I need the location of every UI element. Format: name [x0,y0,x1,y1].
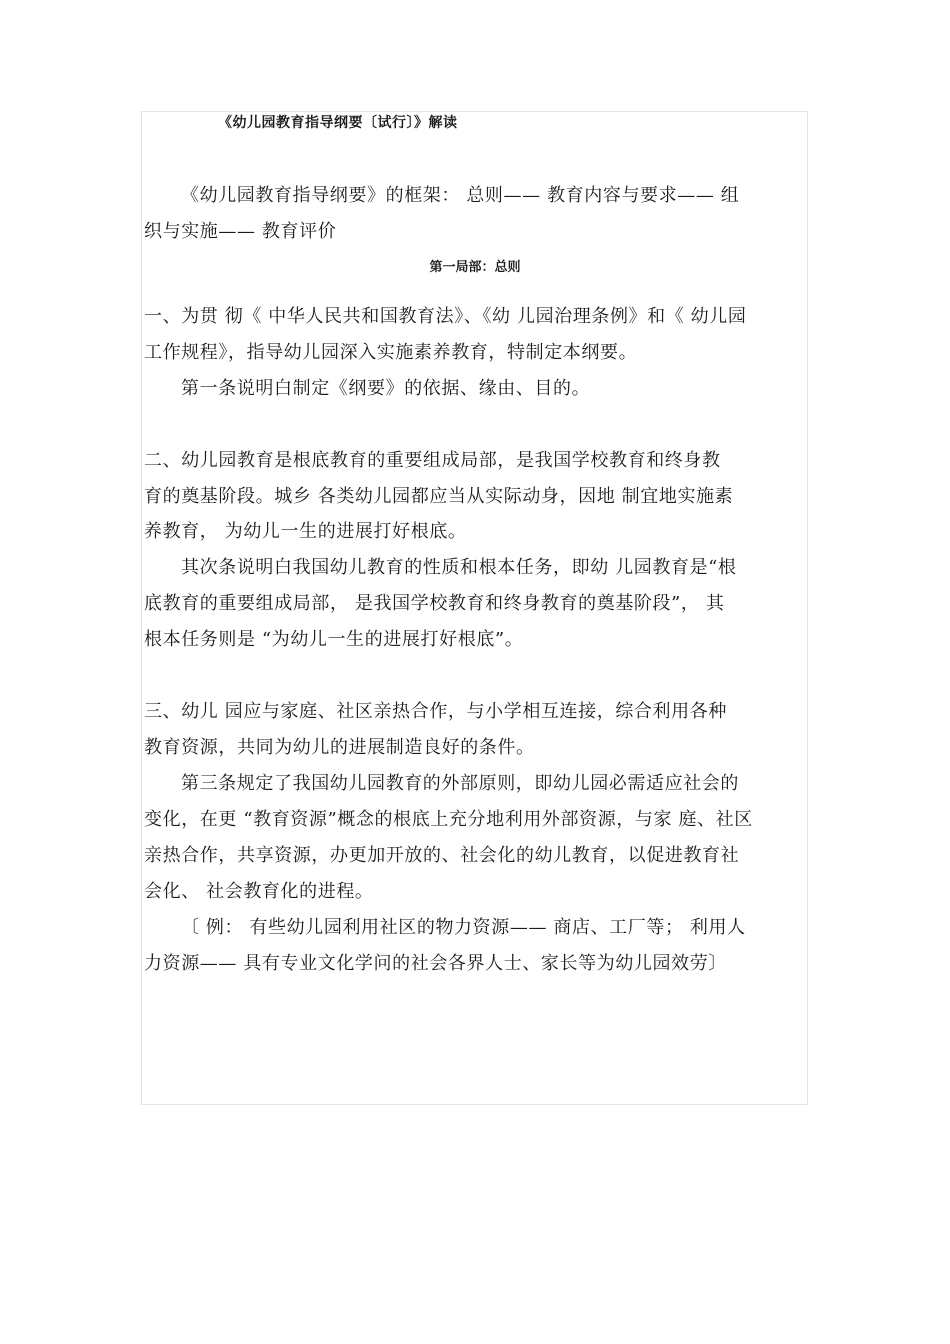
article-1-commentary: 第一条说明白制定《纲要》的依据、缘由、目的。 [181,378,591,399]
framework-line-2: 织与实施—— 教育评价 [144,221,337,242]
article-3-line-2: 教育资源，共同为幼儿的进展制造良好的条件。 [144,737,535,758]
article-1-line-2: 工作规程》，指导幼儿园深入实施素养教育，特制定本纲要。 [144,342,638,363]
article-3-commentary-line-2: 变化，在更 “教育资源”概念的根底上充分地利用外部资源，与家 庭、社区 [144,809,753,830]
article-2-line-3: 养教育， 为幼儿一生的进展打好根底。 [144,521,467,542]
article-3-commentary-line-1: 第三条规定了我国幼儿园教育的外部原则，即幼儿园必需适应社会的 [181,773,739,794]
article-3-commentary-line-3: 亲热合作，共享资源，办更加开放的、社会化的幼儿教育，以促进教育社 [144,845,740,866]
article-2-commentary-line-3: 根本任务则是 “为幼儿一生的进展打好根底”。 [144,629,524,650]
document-title: 《幼儿园教育指导纲要〔试行〕》解读 [218,115,458,131]
article-2-commentary-line-1: 其次条说明白我国幼儿教育的性质和根本任务，即幼 儿园教育是“根 [181,557,737,578]
article-3-line-1: 三、幼儿 园应与家庭、社区亲热合作，与小学相互连接，综合利用各种 [144,701,727,722]
article-1-line-1: 一、为贯 彻《 中华人民共和国教育法》、《幼 儿园治理条例》和《 幼儿园 [144,306,747,327]
article-2-line-1: 二、幼儿园教育是根底教育的重要组成局部，是我国学校教育和终身教 [144,450,721,471]
article-3-example-line-1: 〔 例： 有些幼儿园利用社区的物力资源—— 商店、工厂等； 利用人 [181,917,746,938]
framework-line-1: 《幼儿园教育指导纲要》的框架： 总则—— 教育内容与要求—— 组 [181,185,740,206]
article-3-example-line-2: 力资源—— 具有专业文化学问的社会各界人士、家长等为幼儿园效劳〕 [144,953,727,974]
article-2-commentary-line-2: 底教育的重要组成局部， 是我国学校教育和终身教育的奠基阶段”， 其 [144,593,725,614]
article-3-commentary-line-4: 会化、 社会教育化的进程。 [144,881,374,902]
section-title: 第一局部：总则 [429,260,521,275]
article-2-line-2: 育的奠基阶段。城乡 各类幼儿园都应当从实际动身，因地 制宜地实施素 [144,486,734,507]
